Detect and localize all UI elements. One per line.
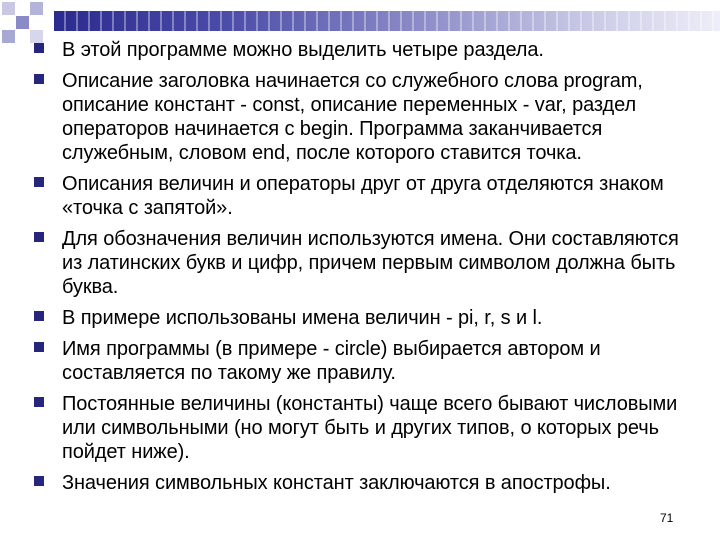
list-item (34, 337, 700, 385)
list-item (34, 392, 700, 464)
bullet-text: В этой программе можно выделить четыре раздела. (62, 39, 544, 61)
bullet-icon (34, 177, 44, 187)
decor-square (2, 30, 15, 43)
bullet-icon (34, 397, 44, 407)
list-item (34, 306, 700, 330)
bullet-text: Описания величин и операторы друг от друга отделяются знаком «точка с запятой». (62, 173, 664, 219)
bullet-icon (34, 342, 44, 352)
header-band-stripes (54, 11, 720, 31)
decor-square (30, 2, 43, 15)
bullet-icon (34, 311, 44, 321)
bullet-text: Описание заголовка начинается со служебного слова program, описание констант - const, описание переменных - var, раздел операторов начинается с begin. Программа заканчивается служебным, словом end, после которого ставится точка. (62, 70, 643, 164)
decor-square (2, 2, 15, 15)
list-item (34, 471, 700, 495)
decor-square (16, 16, 29, 29)
decor-square (2, 16, 15, 29)
bullet-icon (34, 43, 44, 53)
bullet-text: Значения символьных констант заключаются в апострофы. (62, 472, 611, 494)
list-item (34, 69, 700, 165)
bullet-text: В примере использованы имена величин - pi, r, s и l. (62, 307, 543, 329)
list-item (34, 227, 700, 299)
decor-square (30, 16, 43, 29)
bullet-icon (34, 74, 44, 84)
bullet-icon (34, 476, 44, 486)
list-item (34, 38, 700, 62)
bullet-text: Постоянные величины (константы) чаще всего бывают числовыми или символьными (но могут быть и других типов, о которых речь пойдет ниже). (62, 393, 678, 463)
bullet-icon (34, 232, 44, 242)
decor-square (16, 2, 29, 15)
bullet-text: Для обозначения величин используются имена. Они составляются из латинских букв и цифр, причем первым символом должна быть буква. (62, 228, 679, 298)
bullet-list (34, 38, 700, 502)
header-decoration (0, 0, 720, 40)
page-number: 71 (660, 511, 674, 525)
bullet-text: Имя программы (в примере - circle) выбирается автором и составляется по такому же правилу. (62, 338, 601, 384)
list-item (34, 172, 700, 220)
